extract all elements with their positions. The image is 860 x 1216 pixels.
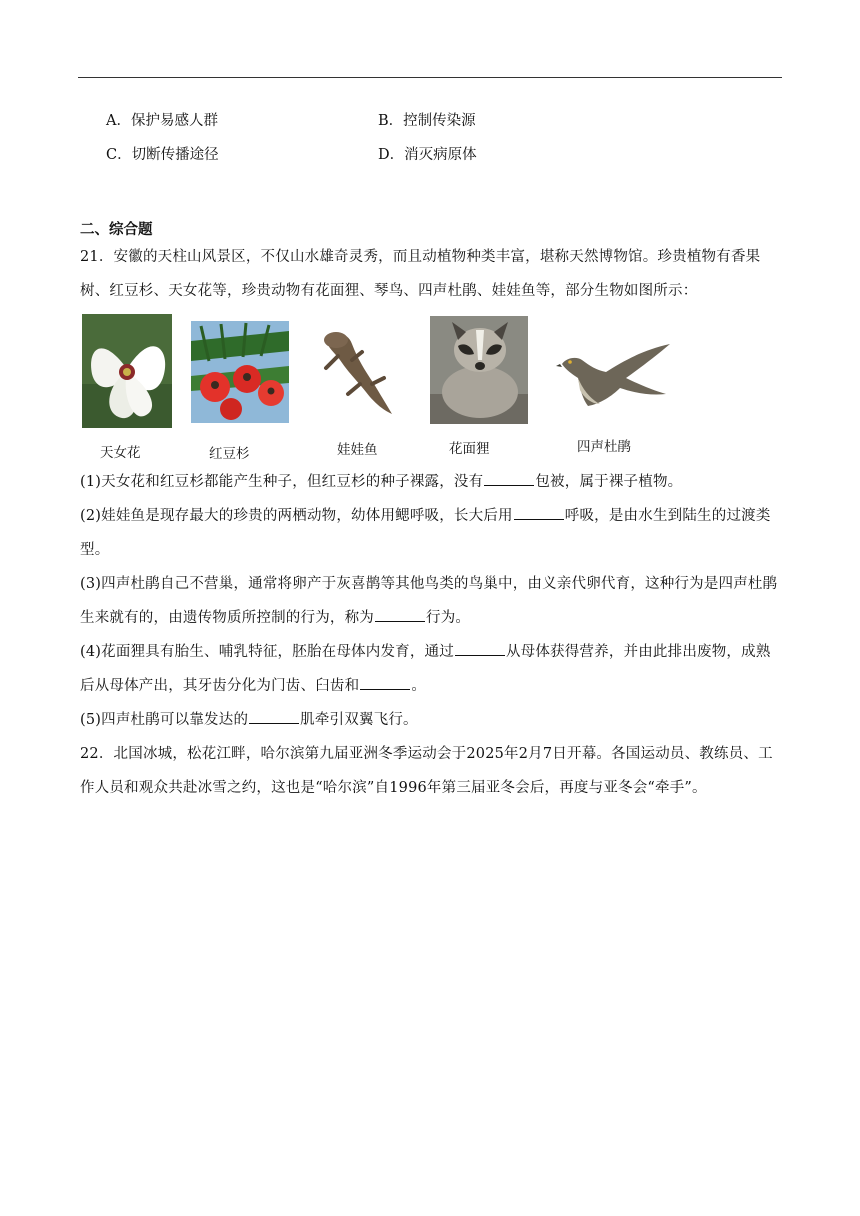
caption-magnolia: 天女花 <box>100 445 141 461</box>
civet-image <box>430 316 528 424</box>
caption-cuckoo: 四声杜鹃 <box>577 439 631 455</box>
header-rule <box>78 77 782 78</box>
question-21-part-4: (4)花面狸具有胎生、哺乳特征，胚胎在母体内发育，通过 从母体获得营养，并由此排出废物，成熟后从母体产出，其牙齿分化为门齿、臼齿和 。 <box>80 635 785 703</box>
caption-civet: 花面狸 <box>449 441 490 457</box>
caption-salamander: 娃娃鱼 <box>337 442 378 458</box>
yew-berry-image <box>191 321 289 423</box>
answer-blank-1[interactable] <box>484 471 534 486</box>
question-21-part-2: (2)娃娃鱼是现存最大的珍贵的两栖动物，幼体用鳃呼吸，长大后用 呼吸，是由水生到陆生的过渡类型。 <box>80 499 785 567</box>
option-b: B．控制传染源 <box>378 113 476 129</box>
cuckoo-image <box>556 340 674 416</box>
answer-blank-2[interactable] <box>514 505 564 520</box>
magnolia-flower-image <box>82 314 172 428</box>
option-a: A．保护易感人群 <box>106 113 218 129</box>
answer-blank-6[interactable] <box>249 709 299 724</box>
question-21-intro: 21．安徽的天柱山风景区，不仅山水雄奇灵秀，而且动植物种类丰富，堪称天然博物馆。珍贵植物有香果树、红豆杉、天女花等，珍贵动物有花面狸、琴鸟、四声杜鹃、娃娃鱼等，部分生物如图所示： <box>80 249 761 299</box>
option-d: D．消灭病原体 <box>378 147 477 163</box>
question-21-part-1: (1)天女花和红豆杉都能产生种子，但红豆杉的种子裸露，没有 包被，属于裸子植物。 <box>80 465 785 499</box>
section-title: 二、综合题 <box>80 222 153 238</box>
question-21-part-5: (5)四声杜鹃可以靠发达的 肌牵引双翼飞行。 <box>80 703 785 737</box>
answer-blank-4[interactable] <box>455 641 505 656</box>
question-22-text: 22．北国冰城，松花江畔，哈尔滨第九届亚洲冬季运动会于2025年2月7日开幕。各国运动员、教练员、工作人员和观众共赴冰雪之约，这也是“哈尔滨”自1996年第三届亚冬会后，再度与亚冬会“牵手”。 <box>80 746 773 796</box>
salamander-image <box>318 326 396 418</box>
question-21-part-3: (3)四声杜鹃自己不营巢，通常将卵产于灰喜鹊等其他鸟类的鸟巢中，由义亲代卵代育，这种行为是四声杜鹃生来就有的，由遗传物质所控制的行为，称为 行为。 <box>80 576 778 626</box>
option-c: C．切断传播途径 <box>106 147 219 163</box>
answer-blank-5[interactable] <box>360 675 410 690</box>
caption-yew: 红豆杉 <box>209 446 250 462</box>
answer-blank-3[interactable] <box>375 607 425 622</box>
